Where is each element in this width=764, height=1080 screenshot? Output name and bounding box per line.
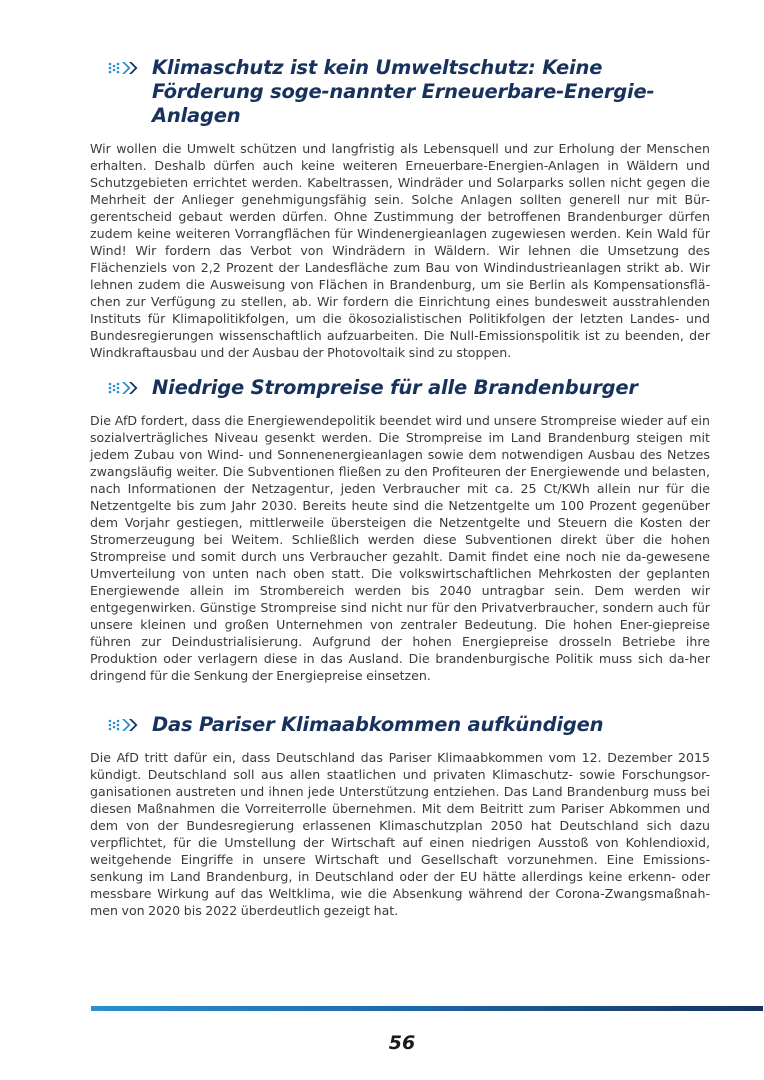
section-title: Das Pariser Klimaabkommen aufkündigen [152,713,604,736]
section-body: Die AfD fordert, dass die Energiewendepolitik beendet wird und unsere Strompreise wieder auf ein sozialverträgliches Niveau gesenkt werden. Die Strompreise im Land Brandenburg steigen mit jedem Zubau von Wind- und Sonnenenergieanlagen sowie dem notwendigen Ausbau des Netzes zwangsläufig weiter. Die Subventionen fließen zu den Profiteuren der Energiewende und belasten, nach Informationen der Netzagentur, jeden Verbraucher mit ca. 25 Ct/KWh allein nur für die Netzentgelte bis zum Jahr 2030. Bereits heute sind die Netzentgelte um 100 Prozent gegenüber dem Vorjahr gestiegen, mittlerweile übersteigen die Netzentgelte und Steuern die Kosten der Stromerzeugung bei Weitem. Schließlich werden diese Subventionen direkt über die hohen Strompreise und somit durch uns Verbraucher gezahlt. Damit findet eine noch nie da-gewesene Umverteilung von unten nach oben statt. Die volkswirtschaftlichen Mehrkosten der geplanten Energiewende allein im Strombereich werden bis 2040 untragbar sein. Dem werden wir entgegenwirken. Günstige Strompreise sind nicht nur für den Privatverbraucher, sondern auch für unsere kleinen und großen Unternehmen von zentraler Bedeutung. Die hohen Ener-giepreise führen zur Deindustrialisierung. Aufgrund der hohen Energiepreise drosseln Betriebe ihre Produktion oder verlagern diese in das Ausland. Die brandenburgische Politik muss sich da-her dringend für die Senkung der Energiepreise einsetzen. [90,413,710,683]
section-title: Niedrige Strompreise für alle Brandenburger [152,376,638,399]
arrow-chevrons-icon [90,57,152,79]
section-body: Die AfD tritt dafür ein, dass Deutschland das Pariser Klimaabkommen vom 12. Dezember 2015 kündigt. Deutschland soll aus allen staatlichen und privaten Klimaschutz- sowie Forschungsor-ganisationen austreten und ihnen jede Unterstützung entziehen. Das Land Brandenburg muss bei diesen Maßnahmen die Vorreiterrolle übernehmen. Mit dem Beitritt zum Pariser Abkommen und dem von der Bundesregierung erlassenen Klimaschutzplan 2050 hat Deutschland sich dazu verpflichtet, für die Umstellung der Wirtschaft auf einen niedrigen Ausstoß von Kohlendioxid, weitgehende Eingriffe in unsere Wirtschaft und Gesellschaft vorzunehmen. Eine Emissions-senkung im Land Brandenburg, in Deutschland oder der EU hätte allerdings keine erkenn- oder messbare Wirkung auf das Weltklima, wie die Absenkung während der Corona-Zwangsmaßnah-men von 2020 bis 2022 überdeutlich gezeigt hat. [90,750,710,918]
page-number: 56 [388,1032,416,1054]
footer-divider [91,1006,763,1011]
arrow-chevrons-icon [90,377,152,399]
section-title: Klimaschutz ist kein Umweltschutz: Keine Förderung soge-nannter Erneuerbare-Energie-Anlagen [152,56,655,127]
section-heading [90,713,710,737]
section-pariser-abkommen [90,713,710,919]
section-heading [90,56,710,128]
section-heading [90,376,710,400]
section-klimaschutz [90,56,710,361]
arrow-chevrons-icon [90,714,152,736]
section-body: Wir wollen die Umwelt schützen und langfristig als Lebensquell und zur Erholung der Menschen erhalten. Deshalb dürfen auch keine weiteren Erneuerbare-Energien-Anlagen in Wäldern und Schutzgebieten errichtet werden. Kabeltrassen, Windräder und Solarparks sollen nicht gegen die Mehrheit der Anlieger genehmigungsfähig sein. Solche Anlagen sollten generell nur mit Bür-gerentscheid gebaut werden dürfen. Ohne Zustimmung der betroffenen Brandenburger dürfen zudem keine weiteren Vorrangflächen für Windenergieanlagen zugewiesen werden. Kein Wald für Wind! Wir fordern das Verbot von Windrädern in Wäldern. Wir lehnen die Umsetzung des Flächenziels von 2,2 Prozent der Landesfläche zum Bau von Windindustrieanlagen strikt ab. Wir lehnen zudem die Ausweisung von Flächen in Brandenburg, um sie Berlin als Kompensationsflä-chen zur Verfügung zu stellen, ab. Wir fordern die Einrichtung eines bundesweit ausstrahlenden Instituts für Klimapolitikfolgen, um die ökosozialistischen Politikfolgen der letzten Landes- und Bundesregierungen wissenschaftlich aufzuarbeiten. Die Null-Emissionspolitik ist zu beenden, der Windkraftausbau und der Ausbau der Photovoltaik sind zu stoppen. [90,141,710,360]
section-strompreise [90,376,710,684]
